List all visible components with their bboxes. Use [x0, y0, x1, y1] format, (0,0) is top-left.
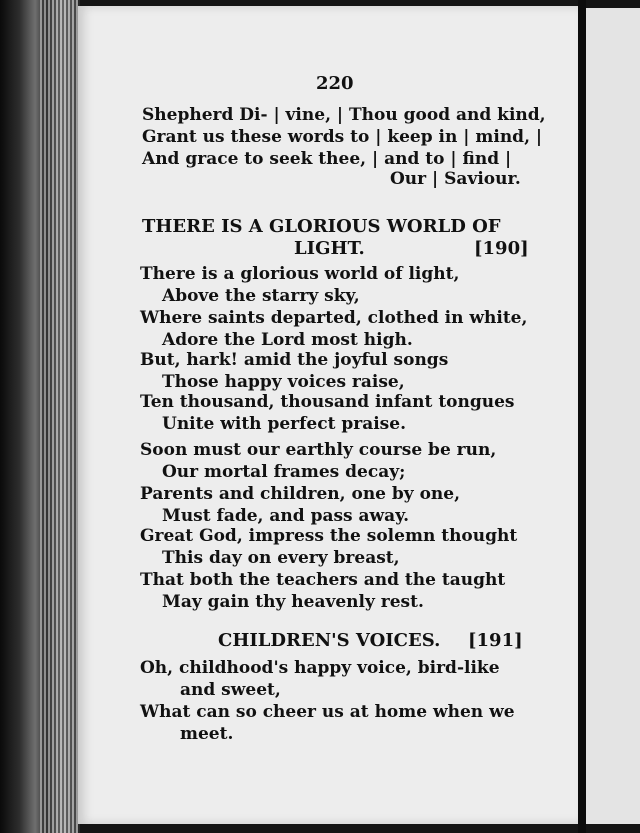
hymn-line: meet.: [180, 724, 234, 744]
hymn-line: May gain thy heavenly rest.: [162, 592, 424, 612]
hymn-line: What can so cheer us at home when we: [140, 702, 515, 722]
hymn-line: That both the teachers and the taught: [140, 570, 506, 590]
hymn-line: But, hark! amid the joyful songs: [140, 350, 449, 370]
hymn-line: Oh, childhood's happy voice, bird-like: [140, 658, 500, 678]
hymn-line: Must fade, and pass away.: [162, 506, 410, 526]
hymn-number: [190]: [474, 238, 529, 259]
hymn-title: LIGHT.: [294, 238, 365, 259]
facing-page: [586, 8, 640, 824]
hymn-line: Ten thousand, thousand infant tongues: [140, 392, 515, 412]
hymn-line: Great God, impress the solemn thought: [140, 526, 518, 546]
hymn-line: Unite with perfect praise.: [162, 414, 406, 434]
prev-hymn-line: Our | Saviour.: [390, 169, 521, 189]
prev-hymn-line: Grant us these words to | keep in | mind, |: [142, 127, 543, 147]
prev-hymn-line: Shepherd Di- | vine, | Thou good and kind,: [142, 105, 546, 125]
hymn-line: Those happy voices raise,: [162, 372, 405, 392]
hymn-line: Parents and children, one by one,: [140, 484, 461, 504]
hymn-line: This day on every breast,: [162, 548, 400, 568]
book-gutter: [578, 0, 586, 833]
hymn-line: Soon must our earthly course be run,: [140, 440, 497, 460]
hymn-line: There is a glorious world of light,: [140, 264, 460, 284]
hymn-line: and sweet,: [180, 680, 281, 700]
page-number: 220: [316, 73, 354, 94]
hymn-line: Above the starry sky,: [162, 286, 360, 306]
prev-hymn-line: And grace to seek thee, | and to | find |: [142, 149, 512, 169]
hymn-line: Our mortal frames decay;: [162, 462, 406, 482]
hymn-line: Adore the Lord most high.: [162, 330, 413, 350]
hymn-number: [191]: [468, 630, 523, 651]
hymn-title: THERE IS A GLORIOUS WORLD OF: [142, 216, 501, 237]
hymn-title: CHILDREN'S VOICES.: [218, 630, 441, 651]
hymn-line: Where saints departed, clothed in white,: [140, 308, 528, 328]
page-edges: [40, 0, 80, 833]
